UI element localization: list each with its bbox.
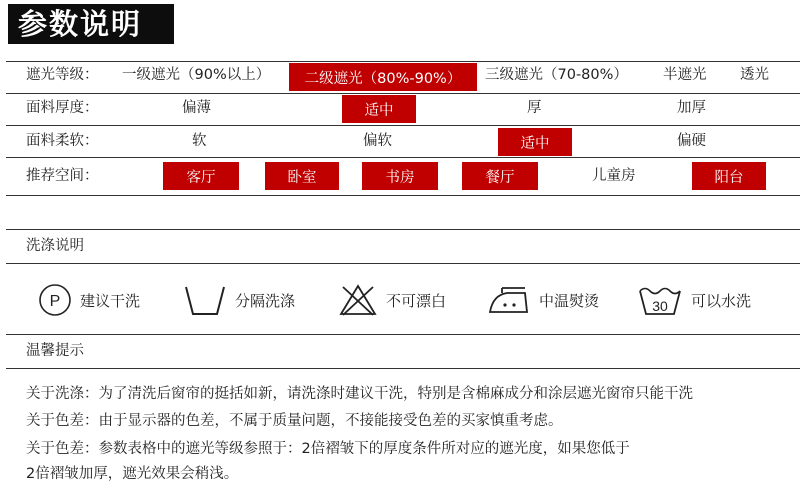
divider: [6, 334, 800, 335]
room-option-selected: 客厅: [163, 162, 239, 190]
room-option: 儿童房: [592, 168, 636, 184]
wash-item: [338, 283, 446, 317]
thickness-option: 厚: [527, 100, 542, 116]
iron-medium-icon: [487, 283, 531, 317]
softness-option: 偏软: [363, 133, 392, 149]
wash-label: 建议干洗: [80, 291, 141, 310]
shading-option: 半遮光: [663, 67, 707, 83]
room-option-selected: 餐厅: [462, 162, 538, 190]
tip-line: 关于洗涤：为了清洗后窗帘的挺括如新，请洗涤时建议干洗，特别是含棉麻成分和涂层遮光窗帘只能干洗: [26, 386, 693, 402]
page-title: 参数说明: [18, 7, 143, 41]
dry-clean-icon: [38, 283, 72, 317]
room-option-selected: 书房: [362, 162, 438, 190]
wash-label: 分隔洗涤: [235, 291, 296, 310]
softness-label: 面料柔软：: [26, 133, 99, 149]
rooms-label: 推荐空间：: [26, 168, 99, 184]
shading-option: 一级遮光（90%以上）: [122, 67, 271, 83]
wash-30-icon: [637, 283, 683, 317]
shading-label: 遮光等级：: [26, 67, 99, 83]
wash-label: 中温熨烫: [539, 291, 600, 310]
divider: [6, 195, 800, 196]
tip-line: 关于色差：参数表格中的遮光等级参照于：2倍褶皱下的厚度条件所对应的遮光度，如果您低于: [26, 441, 630, 457]
divider: [6, 368, 800, 369]
tips-title: 温馨提示: [26, 343, 84, 359]
wash-label: 不可漂白: [386, 291, 447, 310]
wash-label: 可以水洗: [691, 291, 752, 310]
divider: [6, 93, 800, 94]
thickness-option: 偏薄: [182, 100, 211, 116]
washing-title: 洗涤说明: [26, 238, 84, 254]
shading-option-selected: 二级遮光（80%-90%）: [289, 63, 477, 91]
wash-temp-text: 30: [652, 298, 668, 314]
softness-option-selected: 适中: [498, 128, 572, 156]
wash-item: [637, 283, 751, 317]
divider: [6, 263, 800, 264]
room-option-selected: 卧室: [265, 162, 339, 190]
divider: [6, 125, 800, 126]
wash-item: [183, 283, 295, 317]
hand-wash-icon: [183, 283, 227, 317]
tip-line: 2倍褶皱加厚，遮光效果会稍浅。: [26, 466, 239, 482]
no-bleach-icon: [338, 283, 378, 317]
wash-item: [38, 283, 140, 317]
divider: [6, 157, 800, 158]
wash-item: [487, 283, 599, 317]
tip-line: 关于色差：由于显示器的色差，不属于质量问题，不接能接受色差的买家慎重考虑。: [26, 413, 563, 429]
softness-option: 软: [192, 133, 207, 149]
thickness-label: 面料厚度：: [26, 100, 99, 116]
shading-option: 透光: [740, 67, 769, 83]
softness-option: 偏硬: [677, 133, 706, 149]
divider: [6, 61, 800, 62]
divider: [6, 229, 800, 230]
thickness-option: 加厚: [677, 100, 706, 116]
thickness-option-selected: 适中: [342, 95, 416, 123]
room-option-selected: 阳台: [692, 162, 766, 190]
shading-option: 三级遮光（70-80%）: [485, 67, 628, 83]
svg-text:P: P: [49, 293, 61, 310]
